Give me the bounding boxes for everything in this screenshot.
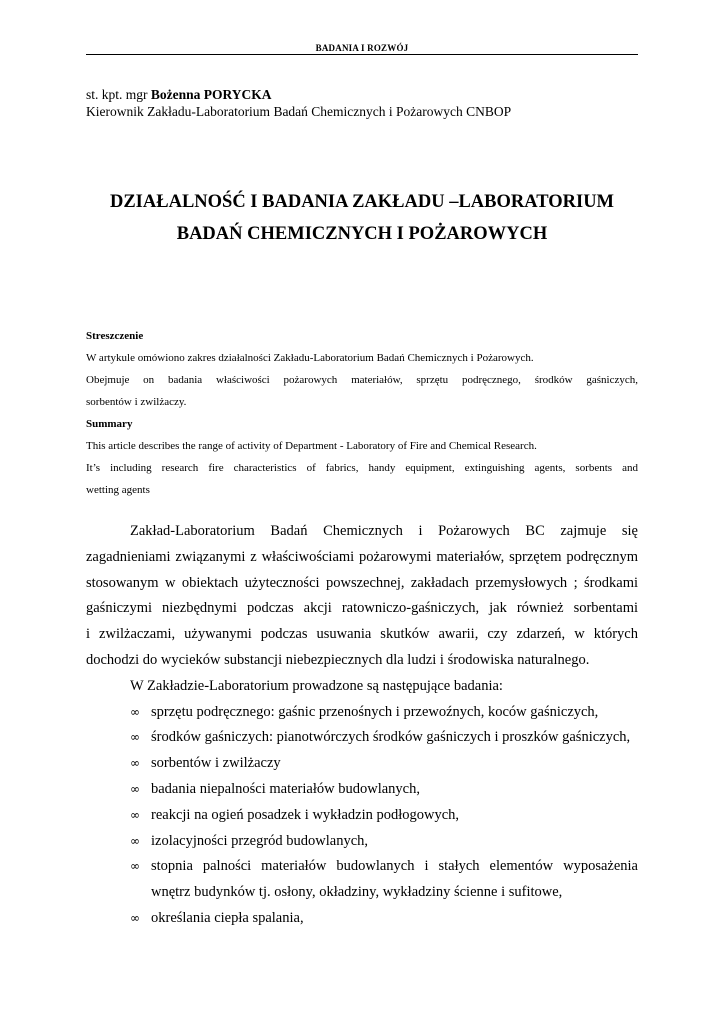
list-item — [86, 829, 638, 855]
main-body — [86, 519, 638, 932]
running-title: BADANIA I ROZWÓJ — [315, 43, 409, 53]
abstract-en-line-1: This article describes the range of activity of Department - Laboratory of Fire and Chemical Research. — [86, 440, 537, 452]
para1-line-5: i zwilżaczami, używanymi podczas usuwania skutków awarii, czy zdarzeń, w których — [86, 626, 638, 643]
list-item-text: środków gaśniczych: pianotwórczych środków gaśniczych i proszków gaśniczych, — [151, 729, 631, 746]
list-item — [86, 854, 638, 906]
infinity-bullet-icon: ∞ — [130, 807, 140, 822]
abstract-en-line-3: wetting agents — [86, 484, 150, 496]
author-affiliation: Kierownik Zakładu-Laboratorium Badań Chemicznych i Pożarowych CNBOP — [86, 104, 512, 119]
infinity-bullet-icon: ∞ — [130, 781, 140, 796]
para2: W Zakładzie-Laboratorium prowadzone są następujące badania: — [130, 677, 503, 694]
abstract-en-line-2: It’s including research fire characteristics of fabrics, handy equipment, extinguishing agents, sorbents and — [86, 462, 638, 474]
author-line — [86, 86, 511, 103]
para1-line-1: Zakład-Laboratorium Badań Chemicznych i Pożarowych BC zajmuje się — [130, 523, 638, 539]
list-item-text: określania ciepła spalania, — [151, 909, 304, 926]
abstract-pl-line-1: W artykule omówiono zakres działalności Zakładu-Laboratorium Badań Chemicznych i Pożarowych. — [86, 352, 534, 364]
list-item — [86, 725, 638, 751]
infinity-bullet-icon: ∞ — [130, 756, 140, 771]
list-item — [86, 777, 638, 803]
infinity-bullet-icon: ∞ — [130, 910, 140, 925]
article-title — [86, 186, 638, 250]
list-item-text: badania niepalności materiałów budowlanych, — [151, 780, 420, 797]
list-item — [86, 803, 638, 829]
list-item-text: sprzętu podręcznego: gaśnic przenośnych i przewoźnych, koców gaśniczych, — [151, 703, 599, 720]
list-item — [86, 906, 638, 932]
title-line-1: DZIAŁALNOŚĆ I BADANIA ZAKŁADU –LABORATORIUM — [109, 192, 615, 212]
abstract-pl-heading: Streszczenie — [86, 330, 144, 342]
infinity-bullet-icon: ∞ — [130, 859, 140, 874]
infinity-bullet-icon: ∞ — [130, 730, 140, 745]
abstract-pl-line-2: Obejmuje on badania właściwości pożarowych materiałów, sprzętu podręcznego, środków gaśniczych, — [86, 374, 638, 386]
para1-line-4: gaśniczymi niezbędnymi podczas akcji ratowniczo-gaśniczych, jak również sorbentami — [86, 600, 638, 617]
list-item-text: stopnia palności materiałów budowlanych i stałych elementów wyposażenia — [151, 858, 638, 875]
list-item — [86, 751, 638, 777]
list-item-text: sorbentów i zwilżaczy — [151, 755, 281, 772]
abstract-pl-line-3: sorbentów i zwilżaczy. — [86, 396, 187, 408]
list-item-text-continued: wnętrz budynków tj. osłony, okładziny, wykładziny ścienne i sufitowe, — [151, 884, 563, 901]
para1-line-6: dochodzi do wycieków substancji niebezpiecznych dla ludzi i środowiska naturalnego. — [86, 651, 590, 668]
abstract-en-heading: Summary — [86, 418, 133, 430]
list-item-text: izolacyjności przegród budowlanych, — [151, 832, 369, 849]
list-item — [86, 700, 638, 726]
abstract-section — [86, 325, 638, 501]
running-header — [86, 43, 638, 55]
author-name: Bożenna PORYCKA — [150, 87, 272, 102]
infinity-bullet-icon: ∞ — [130, 833, 140, 848]
para1-line-3: stosowanym w obiektach użyteczności powszechnej, zakładach przemysłowych ; środkami — [86, 574, 638, 591]
title-line-2: BADAŃ CHEMICZNYCH I POŻAROWYCH — [176, 224, 548, 244]
list-item-text: reakcji na ogień posadzek i wykładzin podłogowych, — [151, 806, 460, 823]
para1-line-2: zagadnieniami związanymi z właściwościami pożarowymi materiałów, sprzętem podręcznym — [86, 548, 638, 565]
author-block — [86, 86, 511, 120]
infinity-bullet-icon: ∞ — [130, 704, 140, 719]
author-prefix: st. kpt. mgr — [86, 87, 151, 102]
